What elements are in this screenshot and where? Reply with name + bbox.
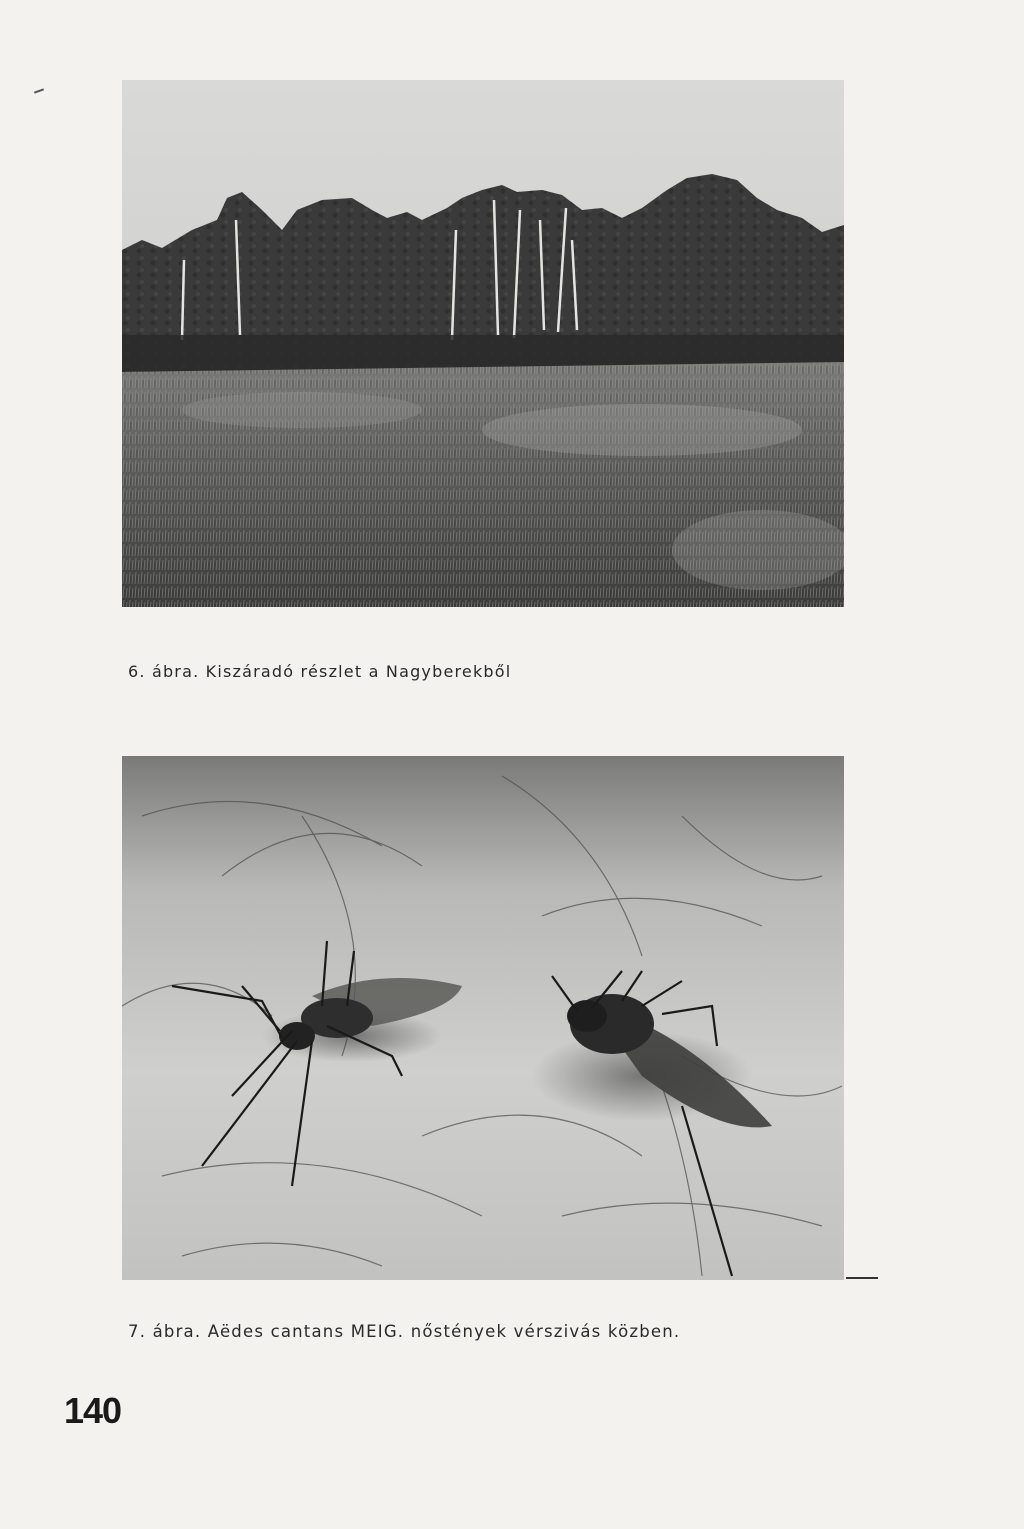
figure-6-caption: 6. ábra. Kiszáradó részlet a Nagyberekből [128,662,512,681]
print-speck [34,88,44,93]
figure-6-photo [122,80,844,607]
figure-7-photo [122,756,844,1280]
page-number: 140 [64,1390,122,1431]
figure-7-caption: 7. ábra. Aëdes cantans MEIG. nőstények vérszivás közben. [128,1322,681,1341]
print-edge-mark [846,1277,878,1279]
